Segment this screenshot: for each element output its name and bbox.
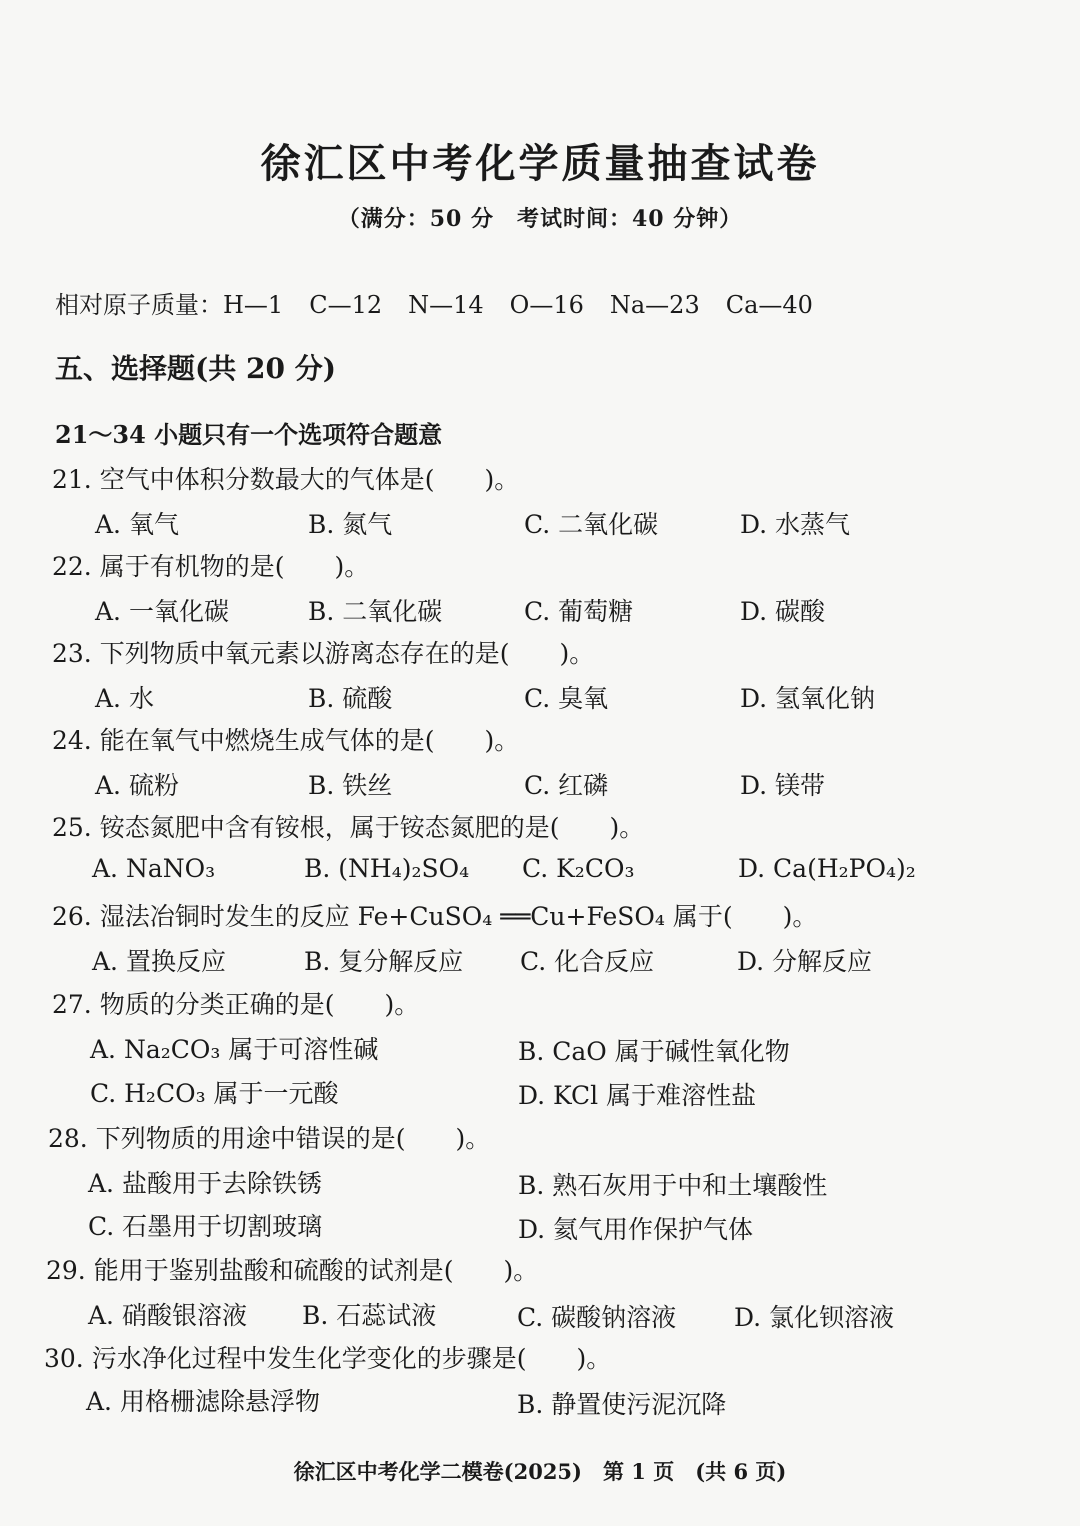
option-d: D. 碳酸 (740, 597, 826, 626)
page-footer: 徐汇区中考化学二模卷(2025) 第 1 页 (共 6 页) (293, 1459, 787, 1484)
atomic-mass-item: N—14 (408, 291, 484, 319)
option-b: B. 静置使污泥沉降 (517, 1390, 727, 1419)
question-stem: 29. 能用于鉴别盐酸和硫酸的试剂是( )。 (46, 1256, 539, 1285)
option-c: C. 二氧化碳 (524, 510, 659, 539)
option-d: D. KCl 属于难溶性盐 (518, 1081, 757, 1110)
option-c: C. H₂CO₃ 属于一元酸 (90, 1079, 339, 1108)
option-a: A. 一氧化碳 (95, 597, 229, 626)
atomic-mass-item: C—12 (309, 291, 383, 319)
exam-title: 徐汇区中考化学质量抽查试卷 (260, 140, 820, 187)
option-d: D. 镁带 (740, 771, 826, 800)
option-b: B. 硫酸 (308, 684, 393, 713)
option-d: D. 氢氧化钠 (740, 684, 876, 713)
option-a: A. NaNO₃ (92, 854, 216, 883)
atomic-mass-label: 相对原子质量： (55, 291, 223, 319)
option-c: C. 化合反应 (520, 947, 655, 976)
option-a: A. 置换反应 (92, 947, 226, 976)
option-b: B. 熟石灰用于中和土壤酸性 (518, 1171, 828, 1200)
option-b: B. CaO 属于碱性氧化物 (518, 1037, 790, 1066)
option-a: A. 盐酸用于去除铁锈 (88, 1169, 322, 1198)
section-title: 五、选择题(共 20 分) (55, 352, 336, 385)
option-b: B. 氮气 (308, 510, 393, 539)
option-b: B. 铁丝 (308, 771, 393, 800)
option-c: C. 臭氧 (524, 684, 609, 713)
question-stem: 23. 下列物质中氧元素以游离态存在的是( )。 (52, 639, 595, 668)
option-d: D. 氯化钡溶液 (734, 1303, 895, 1332)
atomic-mass-item: H—1 (223, 291, 284, 319)
question-stem: 24. 能在氧气中燃烧生成气体的是( )。 (52, 726, 520, 755)
question-stem: 21. 空气中体积分数最大的气体是( )。 (52, 465, 520, 494)
option-a: A. 硫粉 (95, 771, 179, 800)
atomic-mass-item: Na—23 (609, 291, 700, 319)
question-stem: 28. 下列物质的用途中错误的是( )。 (48, 1124, 491, 1153)
option-c: C. 葡萄糖 (524, 597, 634, 626)
option-c: C. K₂CO₃ (522, 854, 635, 883)
option-a: A. 硝酸银溶液 (88, 1301, 247, 1330)
option-b: B. 复分解反应 (304, 947, 464, 976)
option-d: D. Ca(H₂PO₄)₂ (738, 854, 916, 883)
atomic-mass-item: O—16 (509, 291, 584, 319)
exam-subtitle: （满分：50 分 考试时间：40 分钟） (337, 206, 743, 232)
option-d: D. 分解反应 (737, 947, 873, 976)
option-c: C. 石墨用于切割玻璃 (88, 1212, 323, 1241)
option-b: B. (NH₄)₂SO₄ (304, 854, 470, 883)
question-stem: 26. 湿法冶铜时发生的反应 Fe+CuSO₄ ══Cu+FeSO₄ 属于( )。 (52, 902, 818, 931)
option-a: A. 用格栅滤除悬浮物 (86, 1387, 320, 1416)
section-instruction: 21～34 小题只有一个选项符合题意 (55, 420, 443, 449)
question-stem: 30. 污水净化过程中发生化学变化的步骤是( )。 (44, 1344, 612, 1373)
option-d: D. 水蒸气 (740, 510, 851, 539)
option-a: A. 氧气 (95, 510, 179, 539)
question-stem: 25. 铵态氮肥中含有铵根，属于铵态氮肥的是( )。 (52, 813, 645, 842)
question-stem: 27. 物质的分类正确的是( )。 (52, 990, 420, 1019)
question-stem: 22. 属于有机物的是( )。 (52, 552, 370, 581)
option-a: A. 水 (95, 684, 154, 713)
option-c: C. 红磷 (524, 771, 609, 800)
option-c: C. 碳酸钠溶液 (517, 1303, 677, 1332)
option-b: B. 石蕊试液 (302, 1301, 437, 1330)
option-d: D. 氦气用作保护气体 (518, 1215, 754, 1244)
option-a: A. Na₂CO₃ 属于可溶性碱 (90, 1035, 379, 1064)
atomic-mass-item: Ca—40 (725, 291, 813, 319)
option-b: B. 二氧化碳 (308, 597, 443, 626)
atomic-mass-line (55, 285, 839, 320)
